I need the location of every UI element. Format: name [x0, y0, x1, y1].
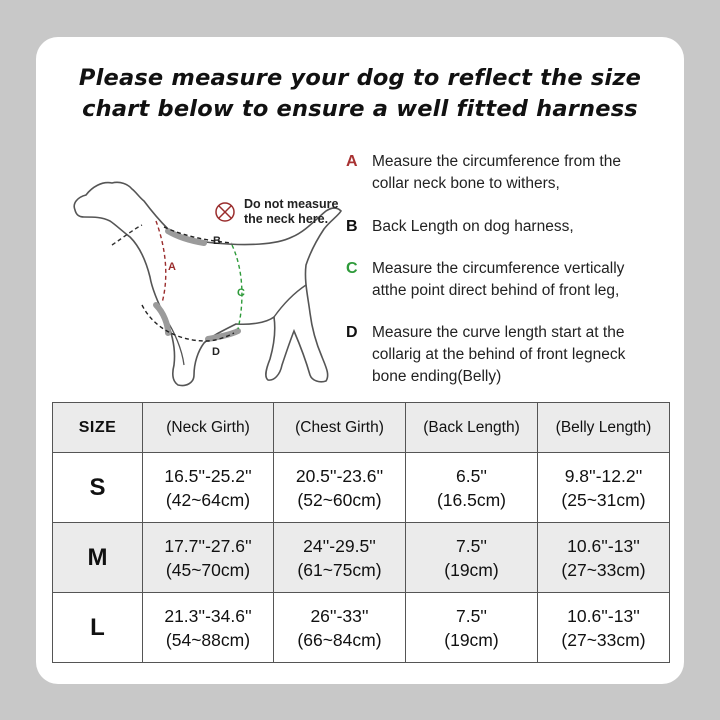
- label-c: C: [237, 287, 245, 299]
- no-measure-icon: [216, 203, 234, 221]
- table-header: (Neck Girth): [143, 403, 274, 453]
- table-header: (Chest Girth): [274, 403, 406, 453]
- dog-measurement-diagram: [54, 153, 354, 403]
- table-row: [53, 523, 670, 593]
- instruction-line: collarig at the behind of front legneck: [372, 346, 626, 363]
- instruction-text: [372, 216, 682, 238]
- instruction-line: bone ending(Belly): [372, 368, 502, 385]
- instruction-letter: D: [346, 324, 358, 341]
- title-line-2: chart below to ensure a well fitted harness: [82, 96, 638, 122]
- table-header: (Back Length): [406, 403, 538, 453]
- table-cell: 7.5'' (19cm): [406, 593, 538, 663]
- size-label: M: [53, 523, 143, 593]
- instruction-letter: A: [346, 153, 358, 170]
- instruction-line: Measure the curve length start at the: [372, 324, 625, 341]
- table-cell: 21.3''-34.6'' (54~88cm): [143, 593, 274, 663]
- size-guide-card: [36, 37, 684, 684]
- instruction-text: [372, 258, 682, 302]
- warning-line-2: the neck here.: [244, 212, 329, 226]
- table-cell: 7.5'' (19cm): [406, 523, 538, 593]
- instruction-line: Back Length on dog harness,: [372, 218, 574, 235]
- instruction-line: Measure the circumference vertically: [372, 260, 625, 277]
- page-title: [36, 63, 684, 125]
- instruction-line: collar neck bone to withers,: [372, 175, 560, 192]
- instruction-line: Measure the circumference from the: [372, 153, 621, 170]
- size-label: S: [53, 453, 143, 523]
- table-cell: 24''-29.5'' (61~75cm): [274, 523, 406, 593]
- table-cell: 10.6''-13'' (27~33cm): [538, 593, 670, 663]
- table-row: [53, 453, 670, 523]
- table-cell: 16.5''-25.2'' (42~64cm): [143, 453, 274, 523]
- size-chart-table: [52, 402, 670, 663]
- table-header-row: [53, 403, 670, 453]
- title-line-1: Please measure your dog to reflect the size: [78, 65, 642, 91]
- instruction-text: [372, 151, 682, 195]
- table-cell: 6.5'' (16.5cm): [406, 453, 538, 523]
- table-cell: 17.7''-27.6'' (45~70cm): [143, 523, 274, 593]
- instruction-letter: B: [346, 218, 358, 235]
- table-cell: 10.6''-13'' (27~33cm): [538, 523, 670, 593]
- warning-line-1: Do not measure: [244, 197, 339, 211]
- label-d: D: [212, 346, 220, 358]
- table-row: [53, 593, 670, 663]
- instruction-text: [372, 322, 682, 388]
- label-b: B: [213, 235, 221, 247]
- table-cell: 26''-33'' (66~84cm): [274, 593, 406, 663]
- size-label: L: [53, 593, 143, 663]
- instruction-letter: C: [346, 260, 358, 277]
- label-a: A: [168, 261, 176, 273]
- table-cell: 20.5''-23.6'' (52~60cm): [274, 453, 406, 523]
- instruction-line: atthe point direct behind of front leg,: [372, 282, 620, 299]
- table-header: (Belly Length): [538, 403, 670, 453]
- table-cell: 9.8''-12.2'' (25~31cm): [538, 453, 670, 523]
- table-header: SIZE: [53, 403, 143, 453]
